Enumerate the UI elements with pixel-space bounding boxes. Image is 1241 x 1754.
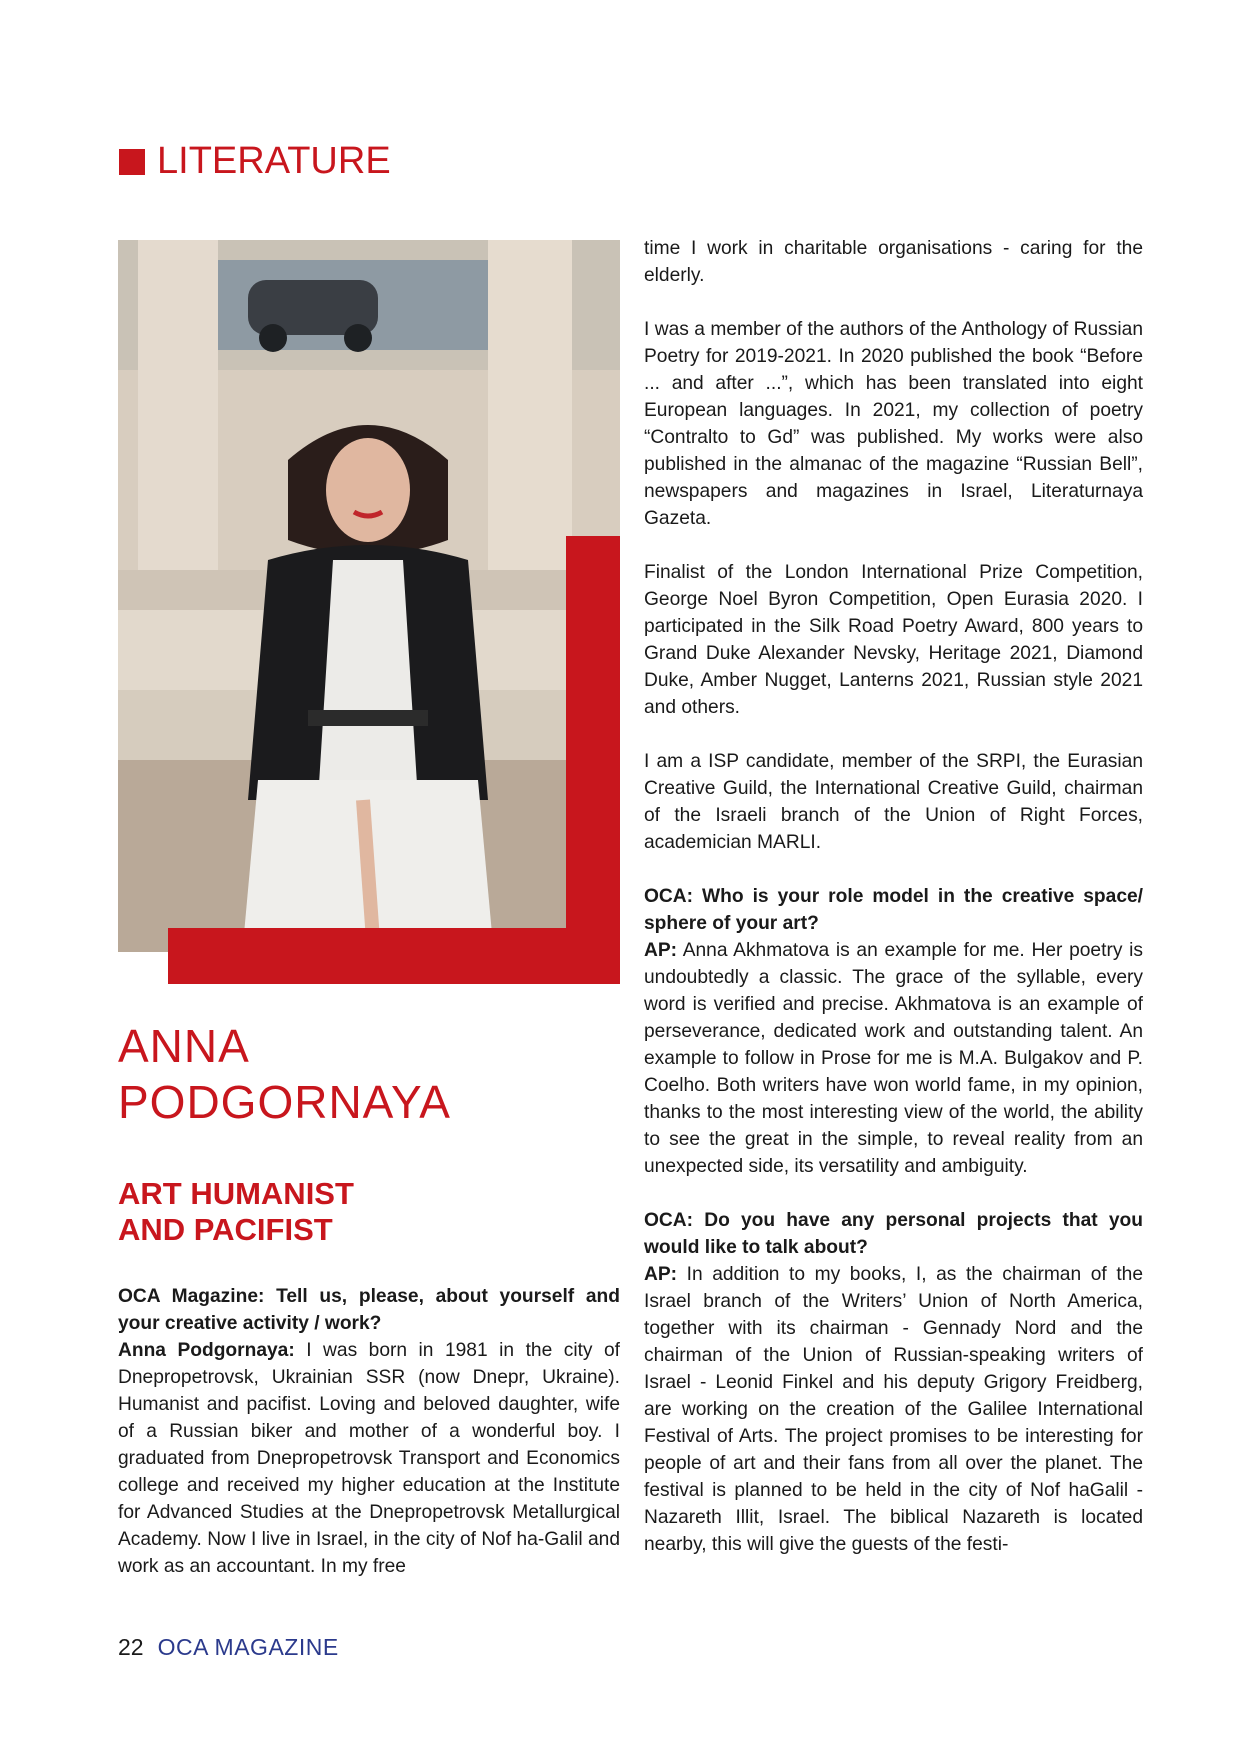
article-subtitle	[118, 1176, 354, 1248]
subtitle-line-2: AND PACIFIST	[118, 1212, 333, 1247]
question-3: OCA: Do you have any personal projects that you would like to talk about?	[644, 1210, 1143, 1258]
answer-2-speaker: AP:	[644, 940, 678, 961]
question-1: OCA Magazine: Tell us, please, about yourself and your creative activity / work?	[118, 1286, 620, 1334]
page-footer	[118, 1634, 339, 1661]
portrait-block	[118, 240, 620, 984]
portrait-photo	[118, 240, 620, 952]
subtitle-line-1: ART HUMANIST	[118, 1176, 354, 1211]
portrait-illustration	[118, 240, 620, 952]
red-frame-vertical	[566, 536, 620, 984]
answer-2-text: Anna Akhmatova is an example for me. Her poetry is undoubtedly a classic. The grace of the syllable, every word is verified and precise. Akhmatova is an example of perseverance, dedicated work and outstanding talent. An example to follow in Prose for me is M.A. Bulgakov and P. Coelho. Both writers have won world fame, in my opinion, thanks to the most interesting view of the world, the ability to see the great in the simple, to reveal reality from an unexpected side, its versatility and ambiguity.	[644, 940, 1143, 1177]
section-marker-square	[119, 149, 145, 175]
answer-1-speaker: Anna Podgornaya:	[118, 1340, 295, 1361]
right-text-column	[644, 235, 1143, 1558]
paragraph-awards: Finalist of the London International Prize Competition, George Noel Byron Competition, Open Eurasia 2020. I participated in the Silk Road Poetry Award, 800 years to Grand Duke Alexander Nevsky, Heritage 2021, Diamond Duke, Amber Nugget, Lanterns 2021, Russian style 2021 and others.	[644, 562, 1143, 718]
author-name	[118, 1018, 451, 1130]
author-name-line-2: PODGORNAYA	[118, 1076, 451, 1128]
magazine-name: OCA MAGAZINE	[157, 1634, 339, 1660]
answer-3	[644, 1261, 1143, 1558]
answer-1	[118, 1337, 620, 1580]
answer-3-speaker: AP:	[644, 1264, 678, 1285]
red-frame-horizontal	[168, 928, 620, 984]
paragraph-continuation: time I work in charitable organisations - caring for the elderly.	[644, 238, 1143, 286]
left-text-column	[118, 1283, 620, 1580]
section-header	[119, 140, 391, 183]
answer-1-text: I was born in 1981 in the city of Dnepropetrovsk, Ukrainian SSR (now Dnepr, Ukraine). Humanist and pacifist. Loving and beloved daughter, wife of a Russian biker and mother of a wonderful boy. I graduated from Dnepropetrovsk Transport and Economics college and received my higher education at the Institute for Advanced Studies at the Dnepropetrovsk Metallurgical Academy. Now I live in Israel, in the city of Nof ha-Galil and work as an accountant. In my free	[118, 1340, 620, 1577]
page-number: 22	[118, 1634, 144, 1660]
paragraph-memberships: I am a ISP candidate, member of the SRPI, the Eurasian Creative Guild, the International Creative Guild, chairman of the Israeli branch of the Union of Right Forces, academician MARLI.	[644, 751, 1143, 853]
question-2: OCA: Who is your role model in the creative space/ sphere of your art?	[644, 886, 1143, 934]
section-label: LITERATURE	[157, 140, 391, 182]
author-name-line-1: ANNA	[118, 1020, 250, 1072]
answer-2	[644, 937, 1143, 1180]
paragraph-publications: I was a member of the authors of the Anthology of Russian Poetry for 2019-2021. In 2020 published the book “Before ... and after ...”, which has been translated into eight European languages. In 2021, my collection of poetry “Contralto to Gd” was published. My works were also published in the almanac of the magazine “Russian Bell”, newspapers and magazines in Israel, Literaturnaya Gazeta.	[644, 319, 1143, 529]
answer-3-text: In addition to my books, I, as the chairman of the Israel branch of the Writers’ Union of North America, together with its chairman - Gennady Nord and the chairman of the Union of Russian-speaking writers of Israel - Leonid Finkel and his deputy Grigory Freidberg, are working on the creation of the Galilee International Festival of Arts. The project promises to be interesting for people of art and their fans from all over the planet. The festival is planned to be held in the city of Nof haGalil - Nazareth Illit, Israel. The biblical Nazareth is located nearby, this will give the guests of the festi-	[644, 1264, 1143, 1555]
